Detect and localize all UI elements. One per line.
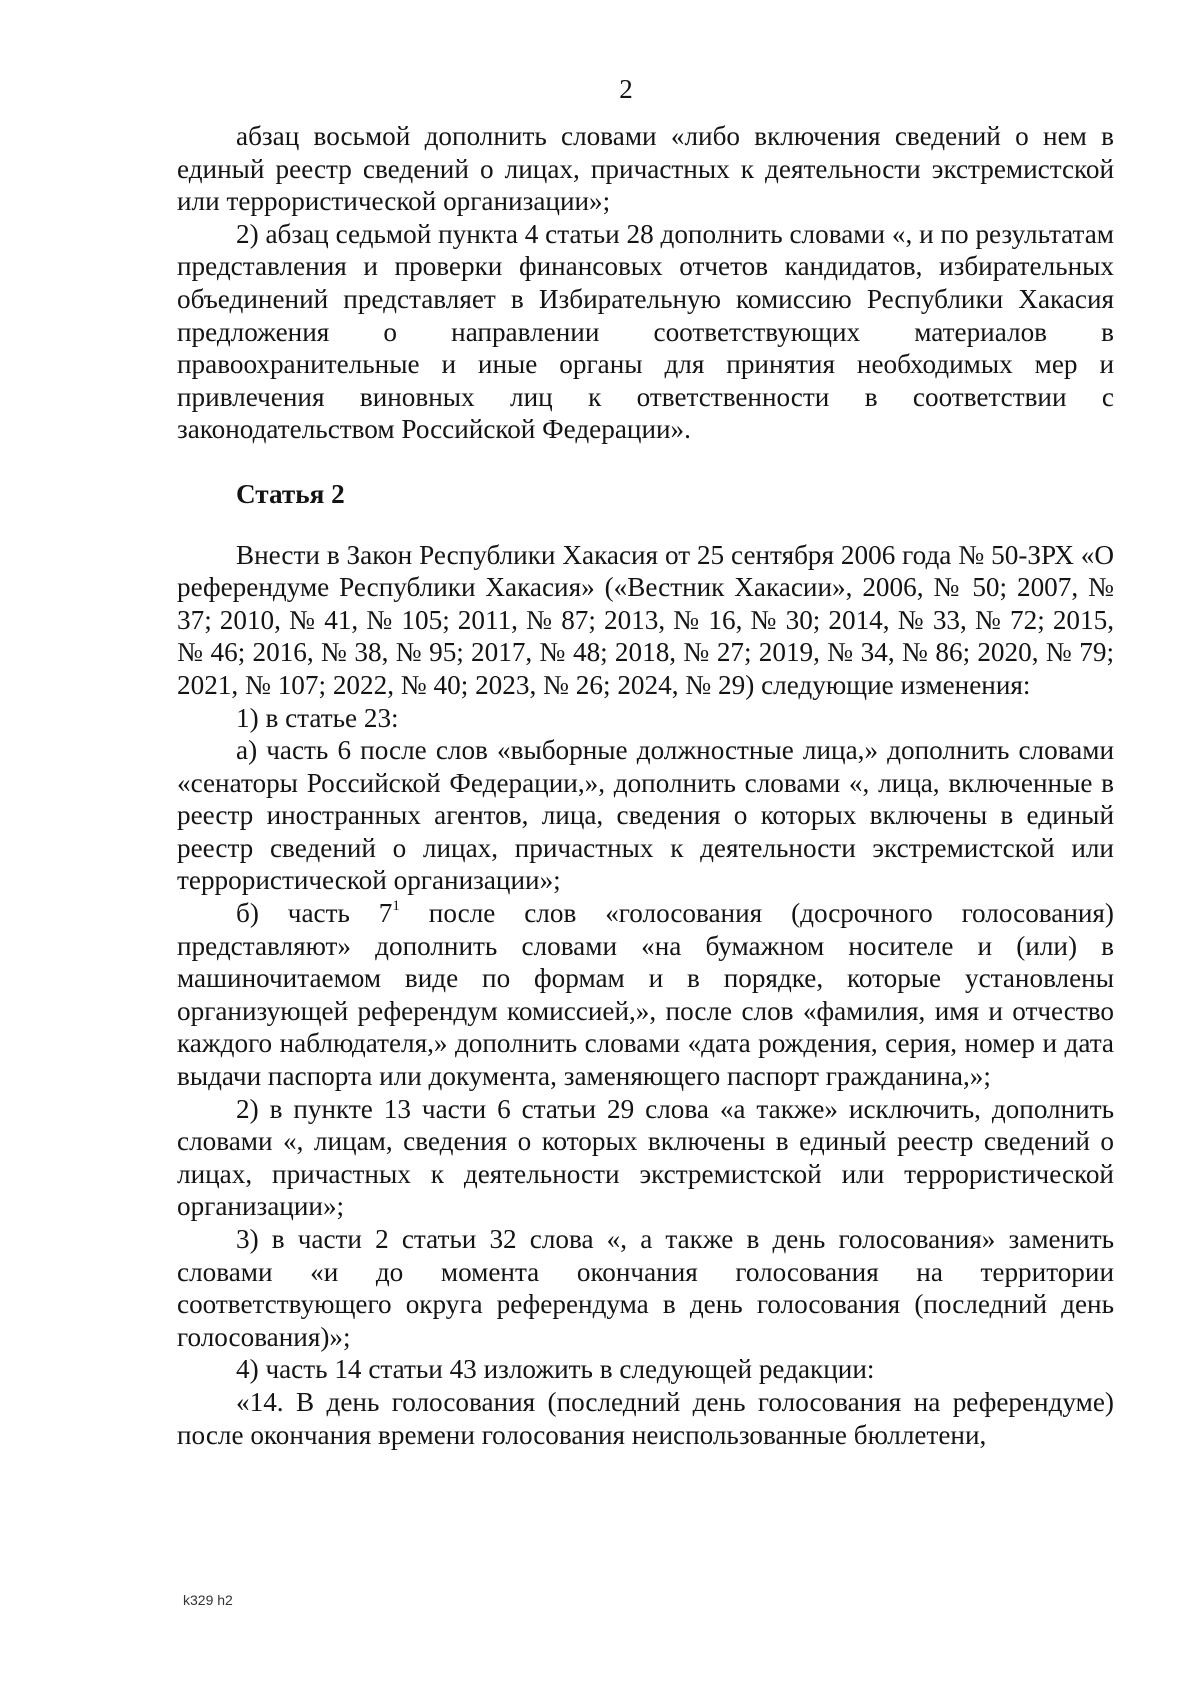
paragraph-item-2-art28: 2) абзац седьмой пункта 4 статьи 28 дополнить словами «, и по результатам представления и проверки финансовых отчетов кандидатов, избирательных объединений представляет в Избирательную комиссию Республики Хакасия предложения о направлении соответствующих материалов в правоохранительные и иные органы для принятия необходимых мер и привлечения виновных лиц к ответственности в соответствии с законодательством Российской Федерации». bbox=[177, 218, 1114, 445]
item-4-quote: «14. В день голосования (последний день голосования на референдуме) после окончания времени голосования неиспользованные бюллетени, bbox=[177, 1386, 1114, 1450]
item-3: 3) в части 2 статьи 32 слова «, а также в день голосования» заменить словами «и до момента окончания голосования на территории соответствующего округа референдума в день голосования (последний день голосования)»; bbox=[177, 1224, 1114, 1352]
paragraph-continuation: абзац восьмой дополнить словами «либо включения сведений о нем в единый реестр сведений о лицах, причастных к деятельности экстремистской или террористической организации»; bbox=[177, 121, 1114, 217]
item-1b-rest: после слов «голосования (досрочного голосования) представляют» дополнить словами «на бумажном носителе и (или) в машиночитаемом виде по формам и в порядке, которые установлены организующей референдум комиссией,», после слов «фамилия, имя и отчество каждого наблюдателя,» дополнить словами «дата рождения, серия, номер и дата выдачи паспорта или документа, заменяющего паспорт гражданина,»; bbox=[177, 898, 1114, 1092]
article-heading: Статья 2 bbox=[236, 478, 345, 509]
footer-document-code: k329 h2 bbox=[183, 1592, 233, 1608]
page-number: 2 bbox=[619, 74, 633, 104]
item-1b bbox=[177, 897, 1114, 1093]
item-4: 4) часть 14 статьи 43 изложить в следующей редакции: bbox=[236, 1354, 875, 1385]
document-body bbox=[177, 120, 1114, 1451]
item-1b-prefix: б) часть 7 bbox=[236, 898, 393, 929]
item-2: 2) в пункте 13 части 6 статьи 29 слова «а также» исключить, дополнить словами «, лицам, сведения о которых включены в единый реестр сведений о лицах, причастных к деятельности экстремистской или террористической организации»; bbox=[177, 1093, 1114, 1222]
article-intro: Внести в Закон Республики Хакасия от 25 сентября 2006 года № 50-ЗРХ «О референдуме Республики Хакасия» («Вестник Хакасии», 2006, № 50; 2007, № 37; 2010, № 41, № 105; 2011, № 87; 2013, № 16, № 30; 2014, № 33, № 72; 2015, № 46; 2016, № 38, № 95; 2017, № 48; 2018, № 27; 2019, № 34, № 86; 2020, № 79; 2021, № 107; 2022, № 40; 2023, № 26; 2024, № 29) следующие изменения: bbox=[177, 539, 1114, 700]
item-1a: а) часть 6 после слов «выборные должностные лица,» дополнить словами «сенаторы Российской Федерации,», дополнить словами «, лица, включенные в реестр иностранных агентов, лица, сведения о которых включены в единый реестр сведений о лицах, причастных к деятельности экстремистской или террористической организации»; bbox=[177, 735, 1114, 896]
item-1b-superscript: 1 bbox=[392, 898, 400, 915]
item-1: 1) в статье 23: bbox=[236, 702, 399, 733]
